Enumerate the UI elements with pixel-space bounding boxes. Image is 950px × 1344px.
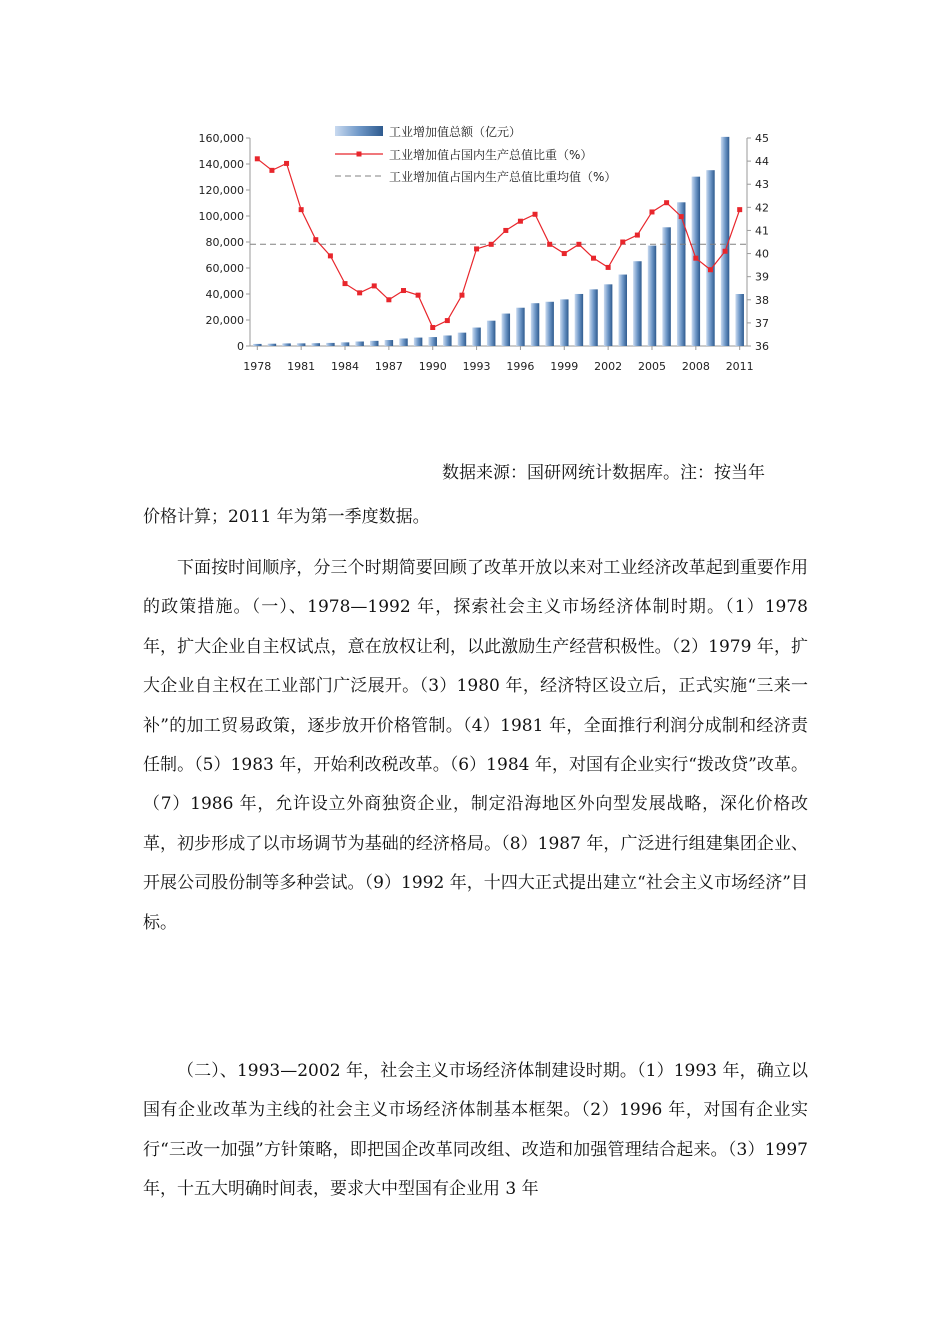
ratio-point <box>386 297 391 302</box>
right-tick-label: 38 <box>755 293 769 307</box>
bar <box>472 328 480 346</box>
bar <box>531 303 539 346</box>
ratio-point <box>430 325 435 330</box>
left-tick-label: 80,000 <box>205 236 244 249</box>
bar <box>560 299 568 346</box>
ratio-point <box>533 212 538 217</box>
bar <box>268 344 276 346</box>
left-tick-label: 20,000 <box>205 314 244 327</box>
legend-swatch-bar <box>335 126 383 136</box>
x-tick-label: 1987 <box>374 360 403 373</box>
bar <box>399 338 407 346</box>
ratio-point <box>708 267 713 272</box>
x-tick-label: 2005 <box>637 360 666 373</box>
left-tick-label: 160,000 <box>198 132 244 145</box>
x-tick-label: 1993 <box>462 360 491 373</box>
ratio-point <box>372 283 377 288</box>
paragraph-text: 下面按时间顺序，分三个时期简要回顾了改革开放以来对工业经济改革起到重要作用的政策措施。（一）、1978—1992 年，探索社会主义市场经济体制时期。（1）1978 年，扩大企业自主权试点，意在放权让利，以此激励生产经营积极性。（2）1979 年，扩大企业自主权在工业部门广泛展开。（3）1980 年，经济特区设立后，正式实施“三来一补”的加工贸易政策，逐步放开价格管制。（4）1981 年，全面推行利润分成制和经济责任制。（5）1983 年，开始利改税改革。（6）1984 年，对国有企业实行“拨改贷”改革。（7）1986 年，允许设立外商独资企业，制定沿海地区外向型发展战略，深化价格改革，初步形成了以市场调节为基础的经济格局。（8）1987 年，广泛进行组建集团企业、开展公司股份制等多种尝试。（9）1992 年，十四大正式提出建立“社会主义市场经济”目标。 <box>143 558 808 933</box>
legend-label-bar: 工业增加值总额（亿元） <box>389 125 522 139</box>
ratio-point <box>445 318 450 323</box>
bar <box>355 342 363 346</box>
bar <box>633 261 641 346</box>
ratio-point <box>489 242 494 247</box>
bar <box>385 340 393 346</box>
right-tick-label: 37 <box>755 316 769 330</box>
ratio-point <box>299 207 304 212</box>
paragraph-text: （二）、1993—2002 年，社会主义市场经济体制建设时期。（1）1993 年，确立以国有企业改革为主线的社会主义市场经济体制基本框架。（2）1996 年，对国有企业实行“三改一加强”方针策略，即把国企改革同改组、改造和加强管理结合起来。（3）1997 年，十五大明确时间表，要求大中型国有企业用 3 年 <box>143 1061 808 1200</box>
right-tick-label: 42 <box>755 201 769 215</box>
bar-series <box>253 137 744 346</box>
source-note-line1: 数据来源：国研网统计数据库。注：按当年 <box>442 463 765 483</box>
ratio-point <box>269 168 274 173</box>
bar <box>662 227 670 346</box>
ratio-point <box>562 251 567 256</box>
left-axis-ticks <box>199 132 251 353</box>
ratio-point <box>620 240 625 245</box>
ratio-point <box>693 256 698 261</box>
right-tick-label: 44 <box>755 155 769 169</box>
left-tick-label: 120,000 <box>198 184 244 197</box>
x-tick-label: 1999 <box>550 360 579 373</box>
legend-label-mean: 工业增加值占国内生产总值比重均值（%） <box>389 170 617 184</box>
legend-swatch-line-marker <box>357 152 362 157</box>
paragraph-period-two <box>143 1052 808 1210</box>
bar <box>619 275 627 346</box>
bar <box>443 335 451 346</box>
bar <box>706 170 714 346</box>
bar <box>341 342 349 346</box>
bar <box>589 289 597 346</box>
right-tick-label: 41 <box>755 224 769 238</box>
x-axis-ticks <box>243 346 753 373</box>
x-tick-label: 1981 <box>287 360 316 373</box>
ratio-point <box>576 242 581 247</box>
bar <box>282 343 290 346</box>
ratio-point <box>343 281 348 286</box>
bar <box>516 308 524 346</box>
bar <box>253 344 261 346</box>
ratio-point <box>547 242 552 247</box>
legend-label-line: 工业增加值占国内生产总值比重（%） <box>389 148 593 162</box>
bar <box>545 302 553 346</box>
ratio-point <box>459 293 464 298</box>
right-axis-ticks <box>747 132 769 353</box>
bar <box>735 294 743 346</box>
bar <box>297 343 305 346</box>
ratio-point <box>328 253 333 258</box>
ratio-point <box>416 293 421 298</box>
ratio-point <box>518 219 523 224</box>
left-tick-label: 100,000 <box>198 210 244 223</box>
bar <box>604 284 612 346</box>
bar <box>575 294 583 346</box>
left-tick-label: 140,000 <box>198 158 244 171</box>
ratio-point <box>401 288 406 293</box>
ratio-point <box>649 209 654 214</box>
ratio-point <box>737 207 742 212</box>
ratio-point <box>635 233 640 238</box>
legend <box>335 124 616 184</box>
right-tick-label: 43 <box>755 178 769 192</box>
ratio-point <box>723 249 728 254</box>
ratio-point <box>679 214 684 219</box>
ratio-point <box>357 290 362 295</box>
ratio-point <box>664 200 669 205</box>
bar <box>458 333 466 346</box>
left-tick-label: 60,000 <box>205 262 244 275</box>
x-tick-label: 1984 <box>331 360 360 373</box>
bar <box>502 314 510 346</box>
left-tick-label: 0 <box>237 340 244 353</box>
bar <box>414 338 422 346</box>
ratio-point <box>591 256 596 261</box>
x-tick-label: 1996 <box>506 360 535 373</box>
ratio-point <box>606 265 611 270</box>
right-tick-label: 39 <box>755 270 769 284</box>
right-tick-label: 45 <box>755 132 769 145</box>
source-note-line2: 价格计算；2011 年为第一季度数据。 <box>143 507 430 527</box>
industrial-value-chart <box>175 118 775 378</box>
ratio-point <box>255 156 260 161</box>
x-tick-label: 1990 <box>418 360 447 373</box>
x-tick-label: 2011 <box>725 360 754 373</box>
bar <box>648 246 656 346</box>
right-tick-label: 36 <box>755 340 769 353</box>
right-tick-label: 40 <box>755 247 769 261</box>
paragraph-period-one <box>143 549 808 943</box>
bar <box>428 337 436 346</box>
ratio-point <box>313 237 318 242</box>
bar <box>312 343 320 346</box>
bar <box>692 177 700 346</box>
bar <box>487 321 495 346</box>
ratio-point <box>474 246 479 251</box>
x-tick-label: 2002 <box>594 360 623 373</box>
x-tick-label: 1978 <box>243 360 272 373</box>
bar <box>326 343 334 346</box>
ratio-point <box>284 161 289 166</box>
left-tick-label: 40,000 <box>205 288 244 301</box>
ratio-point <box>503 228 508 233</box>
x-tick-label: 2008 <box>681 360 710 373</box>
bar <box>370 341 378 346</box>
